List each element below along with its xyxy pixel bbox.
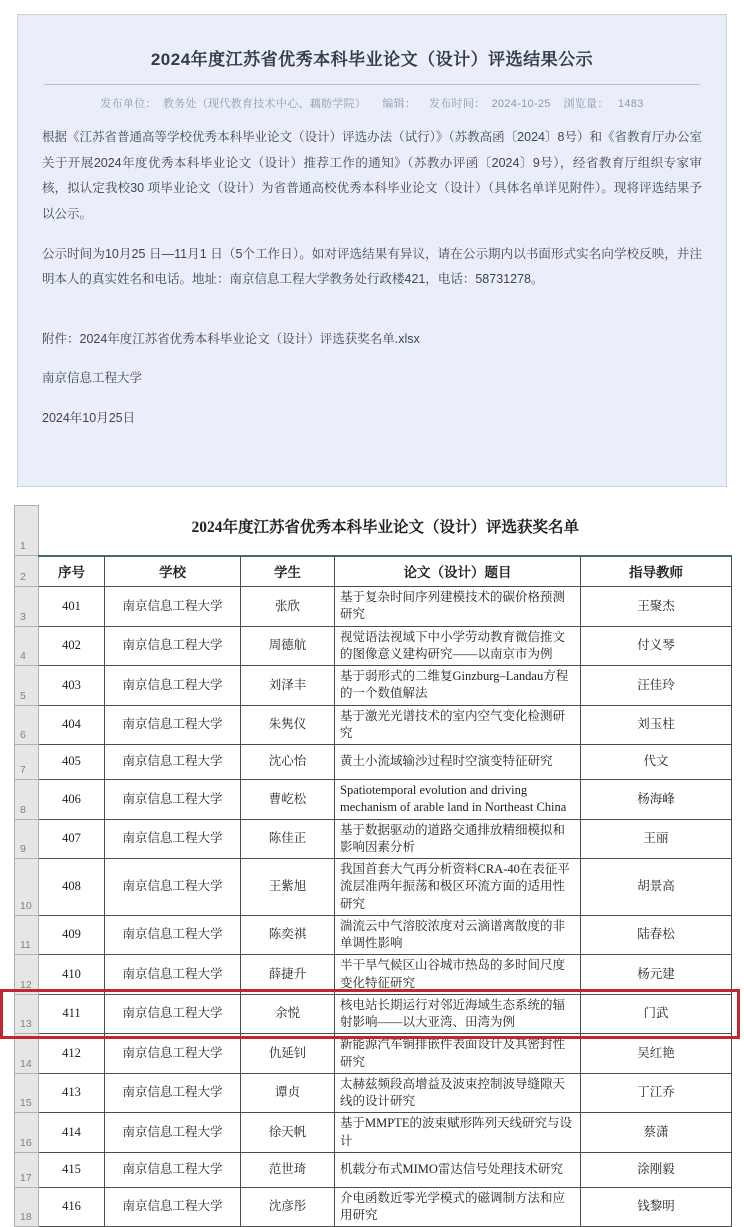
cell-school: 南京信息工程大学 (105, 587, 241, 627)
table-row (15, 1113, 732, 1153)
cell-student: 王紫旭 (241, 859, 335, 916)
cell-seq: 413 (39, 1073, 105, 1113)
cell-advisor: 代文 (581, 745, 732, 780)
cell-advisor: 刘玉柱 (581, 705, 732, 745)
sheet-title-row (15, 506, 732, 556)
row-number: 4 (15, 626, 39, 666)
cell-student: 范世琦 (241, 1152, 335, 1187)
cell-student: 徐天帆 (241, 1113, 335, 1153)
cell-school: 南京信息工程大学 (105, 955, 241, 995)
cell-seq: 408 (39, 859, 105, 916)
cell-school: 南京信息工程大学 (105, 915, 241, 955)
publish-time-label: 发布时间： (428, 98, 486, 110)
notice-panel (17, 14, 727, 487)
cell-student: 朱隽仪 (241, 705, 335, 745)
signature-date: 2024年10月25日 (42, 411, 136, 425)
cell-seq: 415 (39, 1152, 105, 1187)
cell-thesis-title: 我国首套大气再分析资料CRA-40在表征平流层准两年振荡和极区环流方面的适用性研究 (335, 859, 581, 916)
cell-student: 薛捷升 (241, 955, 335, 995)
row-number: 8 (15, 780, 39, 820)
cell-advisor: 王聚杰 (581, 587, 732, 627)
cell-seq: 403 (39, 666, 105, 706)
cell-student: 刘泽丰 (241, 666, 335, 706)
row-number: 6 (15, 705, 39, 745)
notice-title: 2024年度江苏省优秀本科毕业论文（设计）评选结果公示 (150, 50, 594, 69)
cell-thesis-title: 机载分布式MIMO雷达信号处理技术研究 (335, 1152, 581, 1187)
notice-meta (42, 95, 702, 111)
cell-student: 周德航 (241, 626, 335, 666)
cell-thesis-title: 基于复杂时间序列建模技术的碳价格预测研究 (335, 587, 581, 627)
cell-student: 沈心怡 (241, 745, 335, 780)
title-divider (44, 84, 700, 85)
publisher-value: 教务处（现代教育技术中心、藕舫学院） (162, 98, 367, 110)
cell-student: 陈佳正 (241, 819, 335, 859)
cell-thesis-title: 核电站长期运行对邻近海域生态系统的辐射影响——以大亚湾、田湾为例 (335, 994, 581, 1034)
cell-school: 南京信息工程大学 (105, 1113, 241, 1153)
cell-advisor: 杨元建 (581, 955, 732, 995)
column-header-title: 论文（设计）题目 (335, 556, 581, 587)
cell-student: 陈奕祺 (241, 915, 335, 955)
cell-student: 沈彦彤 (241, 1187, 335, 1227)
cell-thesis-title: 介电函数近零光学模式的磁调制方法和应用研究 (335, 1187, 581, 1227)
row-number: 7 (15, 745, 39, 780)
table-row (15, 666, 732, 706)
cell-advisor: 吴红艳 (581, 1034, 732, 1074)
cell-advisor: 蔡潇 (581, 1113, 732, 1153)
table-row (15, 587, 732, 627)
cell-thesis-title: 基于数据驱动的道路交通排放精细模拟和影响因素分析 (335, 819, 581, 859)
cell-seq: 414 (39, 1113, 105, 1153)
cell-school: 南京信息工程大学 (105, 705, 241, 745)
cell-seq: 412 (39, 1034, 105, 1074)
table-row (15, 1034, 732, 1074)
cell-advisor: 陆春松 (581, 915, 732, 955)
table-row (15, 626, 732, 666)
column-header-school: 学校 (105, 556, 241, 587)
table-row (15, 745, 732, 780)
cell-student: 余悦 (241, 994, 335, 1034)
cell-thesis-title: 视觉语法视域下中小学劳动教育微信推文的图像意义建构研究——以南京市为例 (335, 626, 581, 666)
table-row (15, 1187, 732, 1227)
cell-school: 南京信息工程大学 (105, 666, 241, 706)
header-row (15, 556, 732, 587)
row-number: 10 (15, 859, 39, 916)
column-header-student: 学生 (241, 556, 335, 587)
publish-time-value: 2024-10-25 (491, 98, 551, 110)
table-row (15, 994, 732, 1034)
cell-school: 南京信息工程大学 (105, 819, 241, 859)
cell-student: 谭贞 (241, 1073, 335, 1113)
cell-advisor: 付义琴 (581, 626, 732, 666)
cell-seq: 404 (39, 705, 105, 745)
views-value: 1483 (618, 98, 644, 110)
row-number: 2 (15, 556, 39, 587)
table-row (15, 705, 732, 745)
row-number: 11 (15, 915, 39, 955)
cell-thesis-title: Spatiotemporal evolution and driving mechanism of arable land in Northeast China (335, 780, 581, 820)
cell-student: 张欣 (241, 587, 335, 627)
row-number: 17 (15, 1152, 39, 1187)
table-row (15, 859, 732, 916)
notice-paragraph: 根据《江苏省普通高等学校优秀本科毕业论文（设计）评选办法（试行）》（苏教高函〔2024〕8号）和《省教育厅办公室关于开展2024年度优秀本科毕业论文（设计）推荐工作的通知》（苏教办评函〔2024〕9号），经省教育厅组织专家审核，拟认定我校30 项毕业论文（设计）为省普通高校优秀本科毕业论文（设计）（具体名单详见附件）。现将评选结果予以公示。 (42, 130, 702, 221)
cell-thesis-title: 基于MMPTE的波束赋形阵列天线研究与设计 (335, 1113, 581, 1153)
row-number: 15 (15, 1073, 39, 1113)
cell-thesis-title: 湍流云中气溶胶浓度对云滴谱离散度的非单调性影响 (335, 915, 581, 955)
cell-student: 仇延钊 (241, 1034, 335, 1074)
cell-thesis-title: 基于激光光谱技术的室内空气变化检测研究 (335, 705, 581, 745)
column-header-advisor: 指导教师 (581, 556, 732, 587)
cell-seq: 405 (39, 745, 105, 780)
editor-label: 编辑： (382, 98, 417, 110)
cell-advisor: 门武 (581, 994, 732, 1034)
table-row (15, 780, 732, 820)
cell-advisor: 涂刚毅 (581, 1152, 732, 1187)
cell-seq: 416 (39, 1187, 105, 1227)
cell-seq: 402 (39, 626, 105, 666)
cell-school: 南京信息工程大学 (105, 1073, 241, 1113)
cell-seq: 401 (39, 587, 105, 627)
cell-seq: 406 (39, 780, 105, 820)
cell-seq: 409 (39, 915, 105, 955)
row-number: 9 (15, 819, 39, 859)
column-header-seq: 序号 (39, 556, 105, 587)
cell-seq: 410 (39, 955, 105, 995)
publisher-label: 发布单位： (100, 98, 157, 110)
row-number: 5 (15, 666, 39, 706)
table-row (15, 955, 732, 995)
cell-advisor: 丁江乔 (581, 1073, 732, 1113)
cell-student: 曹屹松 (241, 780, 335, 820)
signature: 南京信息工程大学 (42, 371, 143, 386)
row-number: 18 (15, 1187, 39, 1227)
cell-school: 南京信息工程大学 (105, 1187, 241, 1227)
row-number: 13 (15, 994, 39, 1034)
cell-school: 南京信息工程大学 (105, 1152, 241, 1187)
attachment-link[interactable]: 附件：2024年度江苏省优秀本科毕业论文（设计）评选获奖名单.xlsx (42, 331, 420, 346)
cell-seq: 407 (39, 819, 105, 859)
cell-school: 南京信息工程大学 (105, 626, 241, 666)
cell-thesis-title: 太赫兹频段高增益及波束控制波导缝隙天线的设计研究 (335, 1073, 581, 1113)
cell-thesis-title: 黄土小流域输沙过程时空演变特征研究 (335, 745, 581, 780)
views-label: 浏览量： (563, 98, 609, 110)
cell-thesis-title: 基于弱形式的二维复Ginzburg–Landau方程的一个数值解法 (335, 666, 581, 706)
table-row (15, 1073, 732, 1113)
row-number: 16 (15, 1113, 39, 1153)
cell-school: 南京信息工程大学 (105, 745, 241, 780)
row-number: 12 (15, 955, 39, 995)
cell-thesis-title: 新能源汽车铜排嵌件表面设计及其密封性研究 (335, 1034, 581, 1074)
cell-thesis-title: 半干旱气候区山谷城市热岛的多时间尺度变化特征研究 (335, 955, 581, 995)
table-row (15, 915, 732, 955)
table-row (15, 819, 732, 859)
notice-body (42, 125, 702, 432)
cell-seq: 411 (39, 994, 105, 1034)
cell-school: 南京信息工程大学 (105, 994, 241, 1034)
cell-advisor: 王丽 (581, 819, 732, 859)
cell-school: 南京信息工程大学 (105, 859, 241, 916)
cell-school: 南京信息工程大学 (105, 780, 241, 820)
table-row (15, 1152, 732, 1187)
cell-advisor: 钱黎明 (581, 1187, 732, 1227)
cell-advisor: 杨海峰 (581, 780, 732, 820)
awards-sheet (14, 505, 731, 1227)
sheet-title: 2024年度江苏省优秀本科毕业论文（设计）评选获奖名单 (39, 506, 732, 556)
cell-advisor: 胡景高 (581, 859, 732, 916)
awards-table (14, 505, 732, 1227)
row-number: 1 (15, 506, 39, 556)
cell-advisor: 汪佳玲 (581, 666, 732, 706)
row-number: 14 (15, 1034, 39, 1074)
row-number: 3 (15, 587, 39, 627)
notice-paragraph: 公示时间为10月25 日—11月1 日（5个工作日）。如对评选结果有异议，请在公示期内以书面形式实名向学校反映，并注明本人的真实姓名和电话。地址：南京信息工程大学教务处行政楼421，电话：58731278。 (42, 246, 702, 287)
cell-school: 南京信息工程大学 (105, 1034, 241, 1074)
attachment-line (42, 327, 702, 353)
